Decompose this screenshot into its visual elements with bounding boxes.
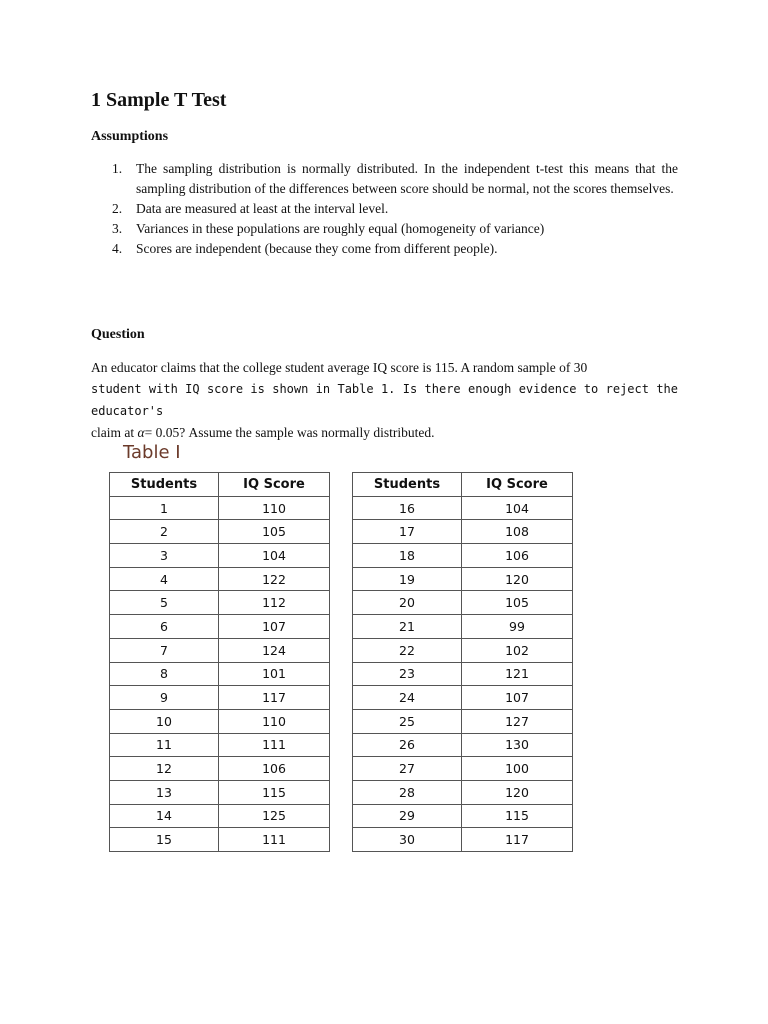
assumption-text: Scores are independent (because they come from different people). xyxy=(136,241,498,256)
table-row xyxy=(353,686,573,710)
student-cell: 6 xyxy=(110,615,219,639)
iq-score-cell: 99 xyxy=(462,615,573,639)
iq-score-cell: 106 xyxy=(219,757,330,781)
table-row xyxy=(110,828,330,852)
assumption-text: Variances in these populations are roughly equal (homogeneity of variance) xyxy=(136,221,545,236)
iq-score-cell: 100 xyxy=(462,757,573,781)
table-row xyxy=(110,544,330,568)
student-cell: 1 xyxy=(110,496,219,520)
iq-score-cell: 105 xyxy=(462,591,573,615)
column-header-students: Students xyxy=(110,473,219,497)
iq-score-cell: 115 xyxy=(462,804,573,828)
question-line-3a: claim at xyxy=(91,425,138,440)
iq-score-cell: 115 xyxy=(219,780,330,804)
iq-score-cell: 130 xyxy=(462,733,573,757)
student-cell: 4 xyxy=(110,567,219,591)
table-header-row xyxy=(353,473,573,497)
column-header-iq-score: IQ Score xyxy=(219,473,330,497)
student-cell: 29 xyxy=(353,804,462,828)
iq-score-cell: 105 xyxy=(219,520,330,544)
table-row xyxy=(110,733,330,757)
table-row xyxy=(353,638,573,662)
iq-score-cell: 107 xyxy=(219,615,330,639)
assumptions-heading: Assumptions xyxy=(91,129,169,144)
column-header-iq-score: IQ Score xyxy=(462,473,573,497)
student-cell: 2 xyxy=(110,520,219,544)
table-caption: Table I xyxy=(123,442,181,463)
student-cell: 17 xyxy=(353,520,462,544)
table-body xyxy=(110,496,330,851)
student-cell: 12 xyxy=(110,757,219,781)
student-cell: 11 xyxy=(110,733,219,757)
iq-score-cell: 124 xyxy=(219,638,330,662)
question-line-3b: = 0.05? Assume the sample was normally distributed. xyxy=(144,425,435,440)
table-row xyxy=(353,828,573,852)
table-row xyxy=(353,544,573,568)
assumption-text: Data are measured at least at the interval level. xyxy=(136,201,389,216)
iq-score-cell: 102 xyxy=(462,638,573,662)
student-cell: 3 xyxy=(110,544,219,568)
student-cell: 28 xyxy=(353,780,462,804)
table-row xyxy=(353,662,573,686)
assumption-text: The sampling distribution is normally distributed. In the independent t-test this means that the sampling distribution of the differences between score should be normal, not the scores themselves. xyxy=(136,161,678,196)
table-row xyxy=(353,780,573,804)
alpha-symbol: α xyxy=(137,425,145,440)
table-row xyxy=(110,591,330,615)
table-row xyxy=(110,520,330,544)
student-cell: 30 xyxy=(353,828,462,852)
table-row xyxy=(353,591,573,615)
student-cell: 16 xyxy=(353,496,462,520)
student-cell: 23 xyxy=(353,662,462,686)
question-line-2: student with IQ score is shown in Table 1. Is there enough evidence to reject the educator's xyxy=(91,382,678,418)
iq-table-left xyxy=(109,472,330,852)
iq-score-cell: 110 xyxy=(219,496,330,520)
table-row xyxy=(110,638,330,662)
table-row xyxy=(110,496,330,520)
table-row xyxy=(353,520,573,544)
table-row xyxy=(353,496,573,520)
student-cell: 21 xyxy=(353,615,462,639)
student-cell: 13 xyxy=(110,780,219,804)
table-row xyxy=(110,804,330,828)
iq-score-cell: 101 xyxy=(219,662,330,686)
table-row xyxy=(353,567,573,591)
student-cell: 5 xyxy=(110,591,219,615)
student-cell: 27 xyxy=(353,757,462,781)
iq-score-cell: 104 xyxy=(462,496,573,520)
table-row xyxy=(110,567,330,591)
iq-score-cell: 120 xyxy=(462,567,573,591)
iq-table-right xyxy=(352,472,573,852)
question-heading: Question xyxy=(91,327,145,342)
student-cell: 24 xyxy=(353,686,462,710)
assumption-number: 2. xyxy=(112,201,123,216)
table-row xyxy=(353,757,573,781)
iq-score-cell: 107 xyxy=(462,686,573,710)
student-cell: 25 xyxy=(353,709,462,733)
iq-score-cell: 104 xyxy=(219,544,330,568)
student-cell: 26 xyxy=(353,733,462,757)
table-header-row xyxy=(110,473,330,497)
table-row xyxy=(353,733,573,757)
iq-score-cell: 106 xyxy=(462,544,573,568)
assumption-item xyxy=(112,239,678,259)
student-cell: 18 xyxy=(353,544,462,568)
assumption-item xyxy=(112,219,678,239)
table-row xyxy=(110,780,330,804)
table-row xyxy=(353,804,573,828)
student-cell: 20 xyxy=(353,591,462,615)
table-row xyxy=(110,615,330,639)
iq-score-cell: 110 xyxy=(219,709,330,733)
iq-score-cell: 111 xyxy=(219,828,330,852)
table-row xyxy=(110,686,330,710)
student-cell: 14 xyxy=(110,804,219,828)
table-row xyxy=(110,662,330,686)
table-body xyxy=(353,496,573,851)
iq-score-cell: 120 xyxy=(462,780,573,804)
question-paragraph xyxy=(91,357,678,443)
table-row xyxy=(353,615,573,639)
assumption-number: 3. xyxy=(112,221,123,236)
column-header-students: Students xyxy=(353,473,462,497)
assumption-number: 4. xyxy=(112,241,123,256)
student-cell: 15 xyxy=(110,828,219,852)
assumptions-list xyxy=(112,159,678,259)
assumption-item xyxy=(112,159,678,199)
student-cell: 8 xyxy=(110,662,219,686)
iq-score-cell: 117 xyxy=(462,828,573,852)
student-cell: 9 xyxy=(110,686,219,710)
student-cell: 7 xyxy=(110,638,219,662)
iq-score-cell: 125 xyxy=(219,804,330,828)
page-title: 1 Sample T Test xyxy=(91,89,227,111)
table-row xyxy=(353,709,573,733)
iq-score-cell: 108 xyxy=(462,520,573,544)
table-row xyxy=(110,757,330,781)
student-cell: 19 xyxy=(353,567,462,591)
assumption-item xyxy=(112,199,678,219)
iq-score-cell: 112 xyxy=(219,591,330,615)
question-line-1: An educator claims that the college student average IQ score is 115. A random sample of 30 xyxy=(91,360,588,375)
iq-score-cell: 117 xyxy=(219,686,330,710)
iq-score-cell: 121 xyxy=(462,662,573,686)
iq-score-cell: 122 xyxy=(219,567,330,591)
assumption-number: 1. xyxy=(112,161,123,176)
iq-score-cell: 127 xyxy=(462,709,573,733)
student-cell: 10 xyxy=(110,709,219,733)
student-cell: 22 xyxy=(353,638,462,662)
iq-score-cell: 111 xyxy=(219,733,330,757)
table-row xyxy=(110,709,330,733)
